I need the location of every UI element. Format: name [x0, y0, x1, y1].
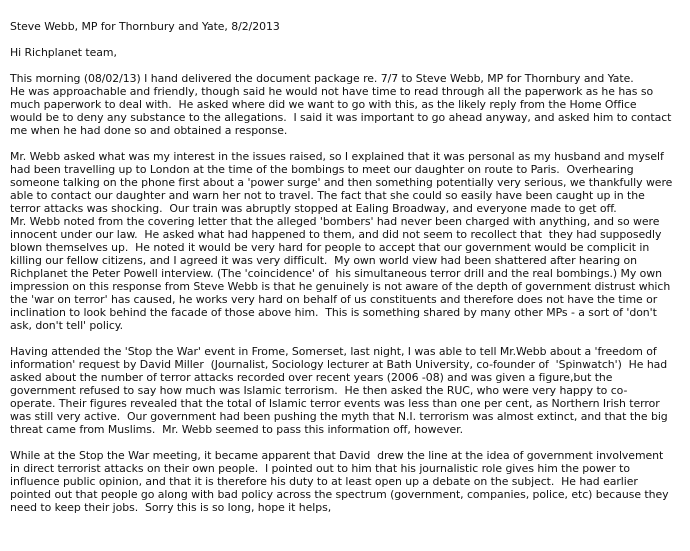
paragraph-line: was still very active. Our government had been pushing the myth that N.I. terrorism was almost extinct, and that the big — [10, 410, 668, 423]
paragraph-line: in direct terrorist attacks on their own people. I pointed out to him that his journalistic role gives him the power to — [10, 462, 630, 475]
paragraph-line: impression on this response from Steve Webb is that he genuinely is not aware of the depth of government distrust which — [10, 280, 671, 293]
paragraph-line: He was approachable and friendly, though said he would not have time to read through all the paperwork as he has so — [10, 85, 654, 98]
paragraph-line: would be to deny any substance to the allegations. I said it was important to go ahead anyway, and asked him to contact — [10, 111, 672, 124]
paragraph-line: government refused to say how much was Islamic terrorism. He then asked the RUC, who were very happy to co- — [10, 384, 628, 397]
greeting-line: Hi Richplanet team, — [10, 46, 117, 59]
paragraph-line: operate. Their figures revealed that the total of Islamic terror events was less than one per cent, as Northern Irish terror — [10, 397, 660, 410]
paragraph — [10, 72, 682, 137]
paragraph-line: While at the Stop the War meeting, it became apparent that David drew the line at the idea of government involvement — [10, 449, 664, 462]
paragraph-line: terror attacks was shocking. Our train was abruptly stopped at Ealing Broadway, and everyone made to get off. — [10, 202, 617, 215]
paragraph — [10, 150, 682, 332]
paragraph-line: Richplanet the Peter Powell interview. (The 'coincidence' of his simultaneous terror drill and the real bombings.) My own — [10, 267, 662, 280]
paragraph — [10, 345, 682, 436]
paragraph-line: Having attended the 'Stop the War' event in Frome, Somerset, last night, I was able to tell Mr.Webb about a 'freedom of — [10, 345, 657, 358]
letter-greeting — [10, 46, 682, 59]
paragraph-line: pointed out that people go along with bad policy across the spectrum (government, companies, police, etc) because they — [10, 488, 669, 501]
paragraph-line: ask, don't tell' policy. — [10, 319, 124, 332]
paragraph-line: the 'war on terror' has caused, he works very hard on behalf of us constituents and therefore does not have the time or — [10, 293, 658, 306]
letter-document — [10, 20, 682, 527]
letter-heading — [10, 20, 682, 33]
paragraph-line: need to keep their jobs. Sorry this is so long, hope it helps, — [10, 501, 332, 514]
paragraph-line: able to contact our daughter and warn her not to travel. The fact that she could so easily have been caught up in the — [10, 189, 645, 202]
paragraph-line: had been travelling up to London at the time of the bombings to meet our daughter on route to Paris. Overhearing — [10, 163, 634, 176]
paragraph-line: asked about the number of terror attacks recorded over recent years (2006 -08) and was given a figure,but the — [10, 371, 613, 384]
paragraph-line: threat came from Muslims. Mr. Webb seemed to pass this information off, however. — [10, 423, 464, 436]
paragraph-line: influence public opinion, and that it is therefore his duty to at least open up a debate on the subject. He had earlier — [10, 475, 638, 488]
paragraph-line: information' request by David Miller (Journalist, Sociology lecturer at Bath University, co-founder of 'Spinwatch') He had — [10, 358, 668, 371]
heading-line: Steve Webb, MP for Thornbury and Yate, 8/2/2013 — [10, 20, 280, 33]
paragraph — [10, 449, 682, 514]
paragraph-line: someone talking on the phone first about a 'power surge' and then something potentially very serious, we thankfully were — [10, 176, 673, 189]
paragraph-line: blown themselves up. He noted it would be very hard for people to accept that our government would be complicit in — [10, 241, 650, 254]
paragraph-line: This morning (08/02/13) I hand delivered the document package re. 7/7 to Steve Webb, MP for Thornbury and Yate. — [10, 72, 634, 85]
paragraph-line: Mr. Webb noted from the covering letter that the alleged 'bombers' had never been charged with anything, and so were — [10, 215, 660, 228]
paragraph-line: me when he had done so and obtained a response. — [10, 124, 288, 137]
paragraph-line: Mr. Webb asked what was my interest in the issues raised, so I explained that it was personal as my husband and myself — [10, 150, 664, 163]
letter-body — [10, 72, 682, 514]
paragraph-line: much paperwork to deal with. He asked where did we want to go with this, as the likely reply from the Home Office — [10, 98, 637, 111]
paragraph-line: inclination to look behind the facade of those above him. This is something shared by many other MPs - a sort of 'don't — [10, 306, 657, 319]
paragraph-line: innocent under our law. He asked what had happened to them, and did not seem to recollect that they had supposedly — [10, 228, 662, 241]
paragraph-line: killing our fellow citizens, and I agreed it was very difficult. My own world view had been shattered after hearing on — [10, 254, 638, 267]
